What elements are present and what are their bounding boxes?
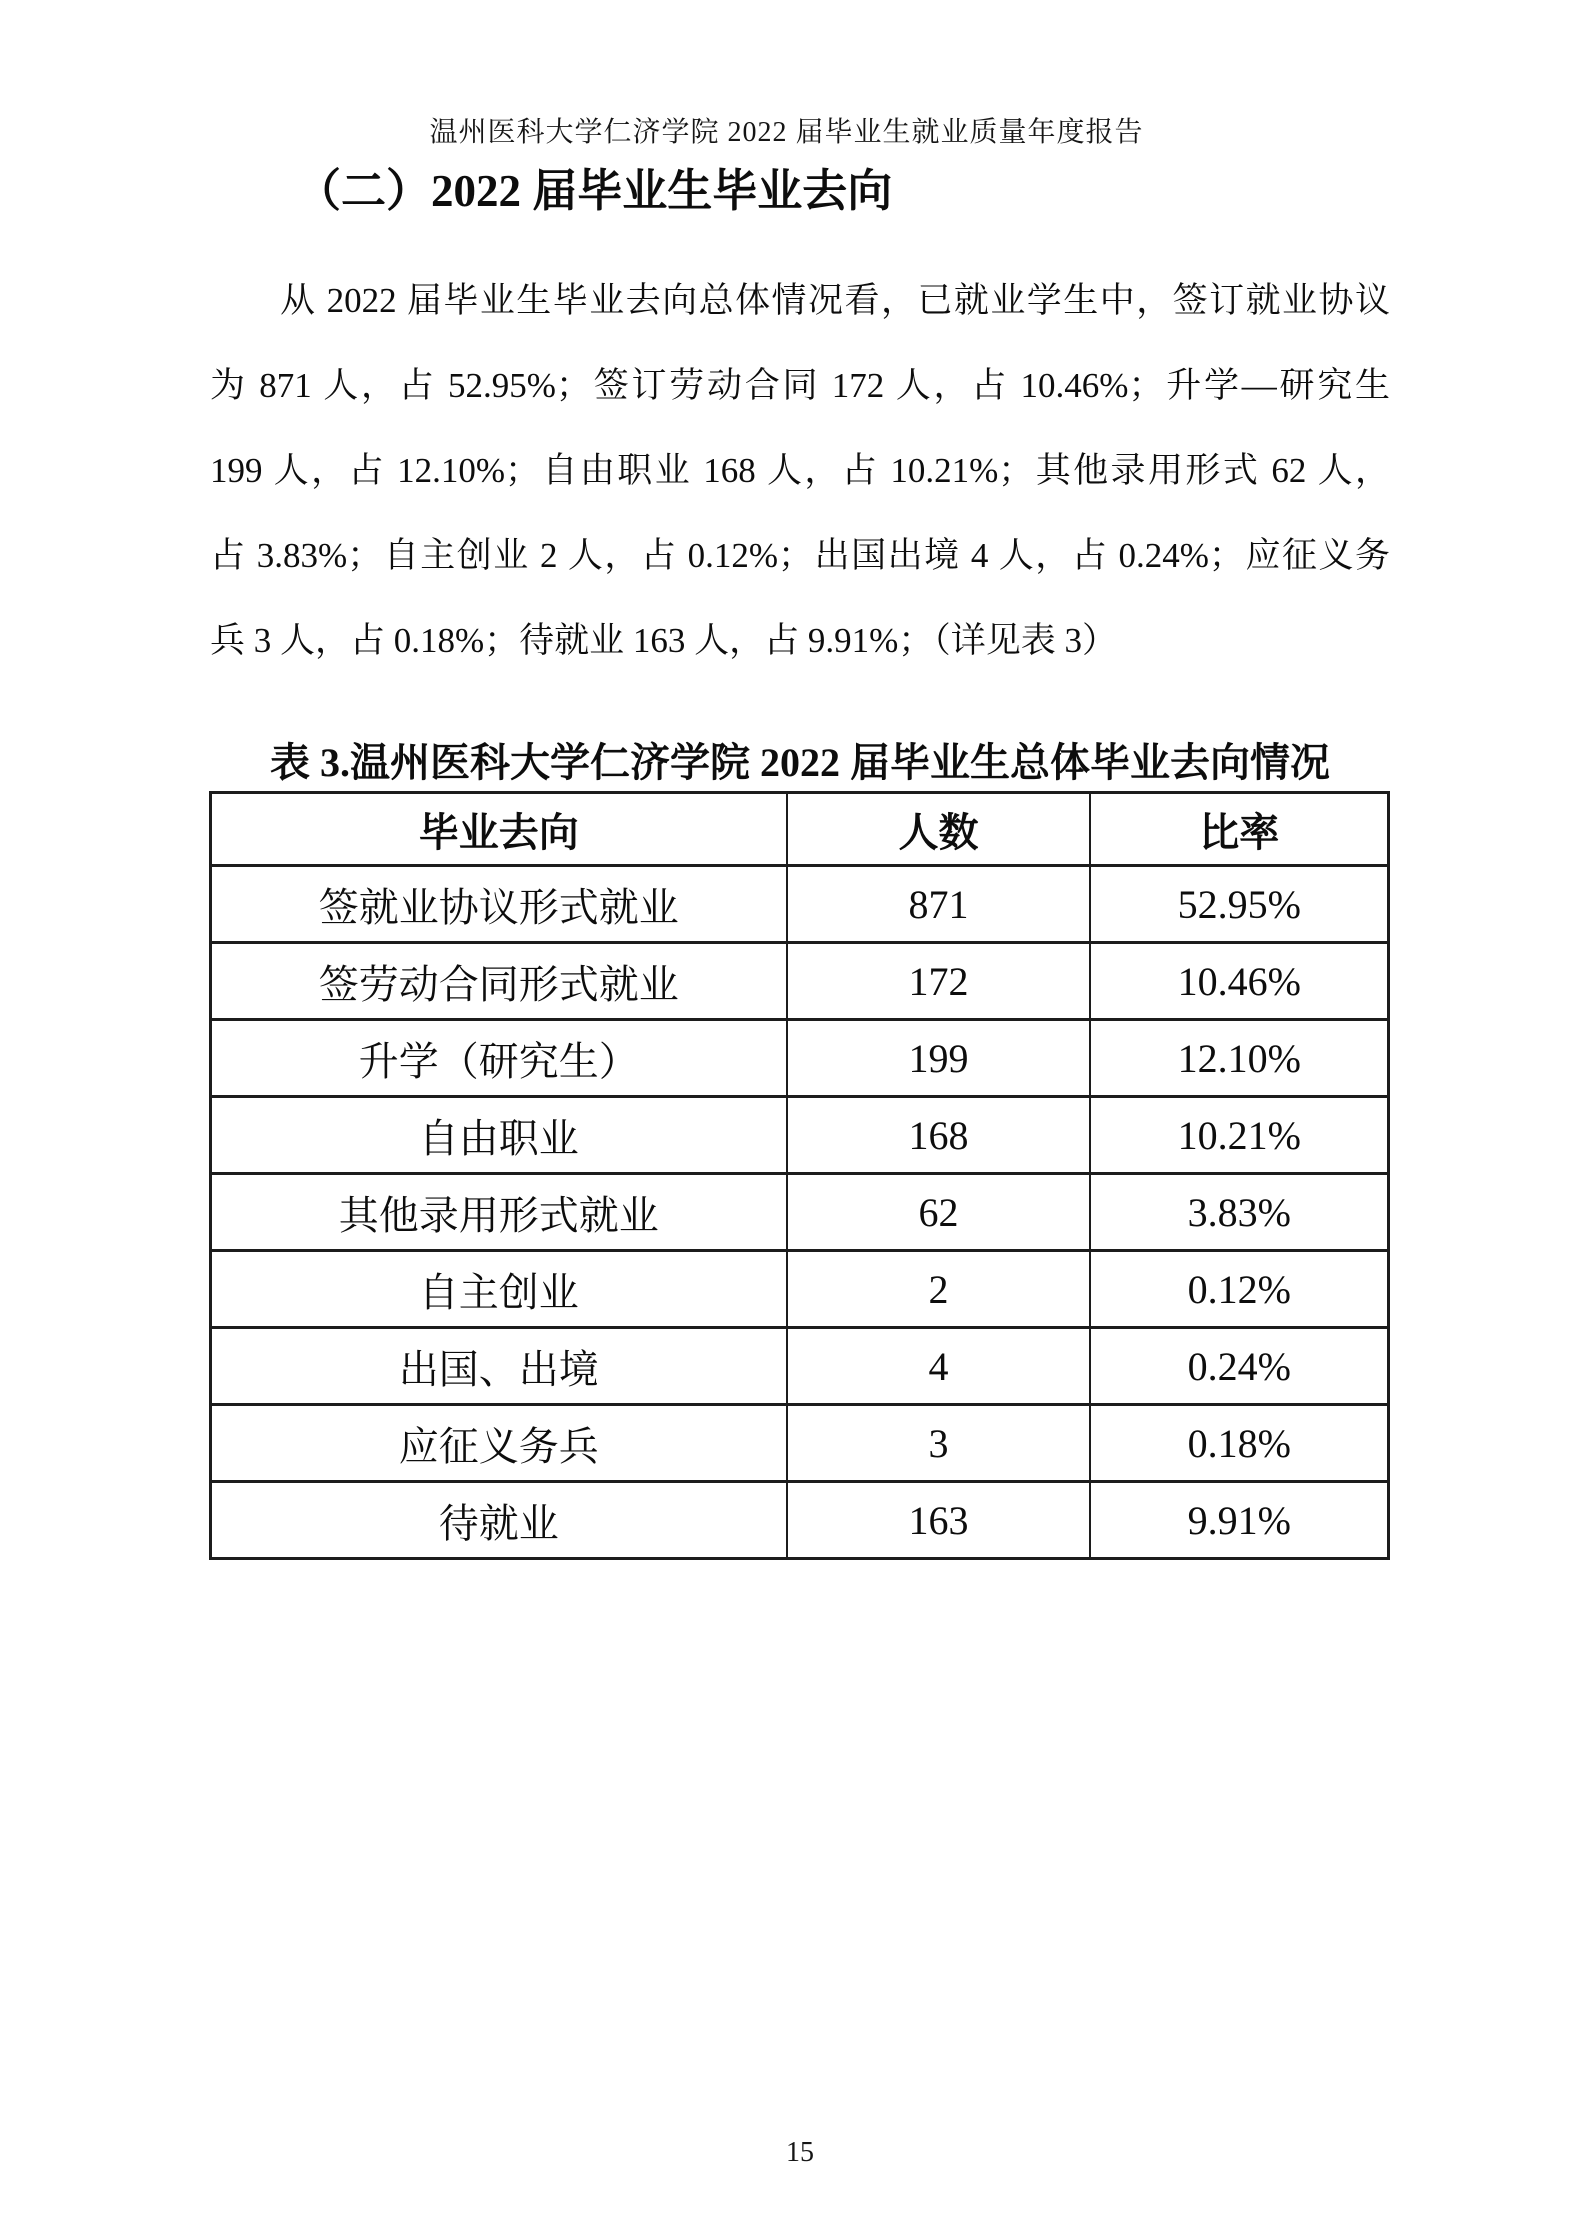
count-cell: 2 xyxy=(787,1251,1091,1328)
rate-cell: 0.12% xyxy=(1090,1251,1388,1328)
page-number: 15 xyxy=(786,2137,814,2168)
rate-cell: 0.24% xyxy=(1090,1328,1388,1405)
table-row xyxy=(211,943,1389,1020)
body-paragraph xyxy=(210,258,1390,683)
destination-cell: 自由职业 xyxy=(211,1097,787,1174)
column-header-count: 人数 xyxy=(787,793,1091,866)
count-cell: 168 xyxy=(787,1097,1091,1174)
graduation-destinations-table xyxy=(209,791,1390,1560)
paragraph-line: 兵 3 人，占 0.18%；待就业 163 人，占 9.91%；（详见表 3） xyxy=(210,621,1118,660)
table-row xyxy=(211,1174,1389,1251)
column-header-rate: 比率 xyxy=(1090,793,1388,866)
count-cell: 163 xyxy=(787,1482,1091,1559)
table-row xyxy=(211,1482,1389,1559)
destination-cell: 升学（研究生） xyxy=(211,1020,787,1097)
rate-cell: 12.10% xyxy=(1090,1020,1388,1097)
paragraph-line: 199 人，占 12.10%；自由职业 168 人，占 10.21%；其他录用形式 62 人， xyxy=(210,451,1390,490)
count-cell: 172 xyxy=(787,943,1091,1020)
destination-cell: 出国、出境 xyxy=(211,1328,787,1405)
table-row xyxy=(211,1097,1389,1174)
destination-cell: 待就业 xyxy=(211,1482,787,1559)
count-cell: 871 xyxy=(787,866,1091,943)
destination-cell: 应征义务兵 xyxy=(211,1405,787,1482)
table-row xyxy=(211,1020,1389,1097)
table-header-row xyxy=(211,793,1389,866)
table-row xyxy=(211,1405,1389,1482)
table-row xyxy=(211,866,1389,943)
rate-cell: 3.83% xyxy=(1090,1174,1388,1251)
paragraph-line: 占 3.83%；自主创业 2 人，占 0.12%；出国出境 4 人，占 0.24%；应征义务 xyxy=(210,536,1390,575)
rate-cell: 9.91% xyxy=(1090,1482,1388,1559)
count-cell: 62 xyxy=(787,1174,1091,1251)
count-cell: 3 xyxy=(787,1405,1091,1482)
column-header-destination: 毕业去向 xyxy=(211,793,787,866)
rate-cell: 10.21% xyxy=(1090,1097,1388,1174)
destination-cell: 签就业协议形式就业 xyxy=(211,866,787,943)
running-header: 温州医科大学仁济学院 2022 届毕业生就业质量年度报告 xyxy=(429,117,1144,148)
paragraph-line: 为 871 人，占 52.95%；签订劳动合同 172 人，占 10.46%；升学—研究生 xyxy=(210,366,1390,405)
table-row xyxy=(211,1251,1389,1328)
table-caption: 表 3.温州医科大学仁济学院 2022 届毕业生总体毕业去向情况 xyxy=(270,740,1330,785)
destination-cell: 其他录用形式就业 xyxy=(211,1174,787,1251)
count-cell: 199 xyxy=(787,1020,1091,1097)
destination-cell: 签劳动合同形式就业 xyxy=(211,943,787,1020)
rate-cell: 10.46% xyxy=(1090,943,1388,1020)
rate-cell: 52.95% xyxy=(1090,866,1388,943)
destination-cell: 自主创业 xyxy=(211,1251,787,1328)
table-row xyxy=(211,1328,1389,1405)
section-heading: （二）2022 届毕业生毕业去向 xyxy=(296,166,893,216)
rate-cell: 0.18% xyxy=(1090,1405,1388,1482)
count-cell: 4 xyxy=(787,1328,1091,1405)
paragraph-line: 从 2022 届毕业生毕业去向总体情况看，已就业学生中，签订就业协议 xyxy=(280,281,1390,320)
